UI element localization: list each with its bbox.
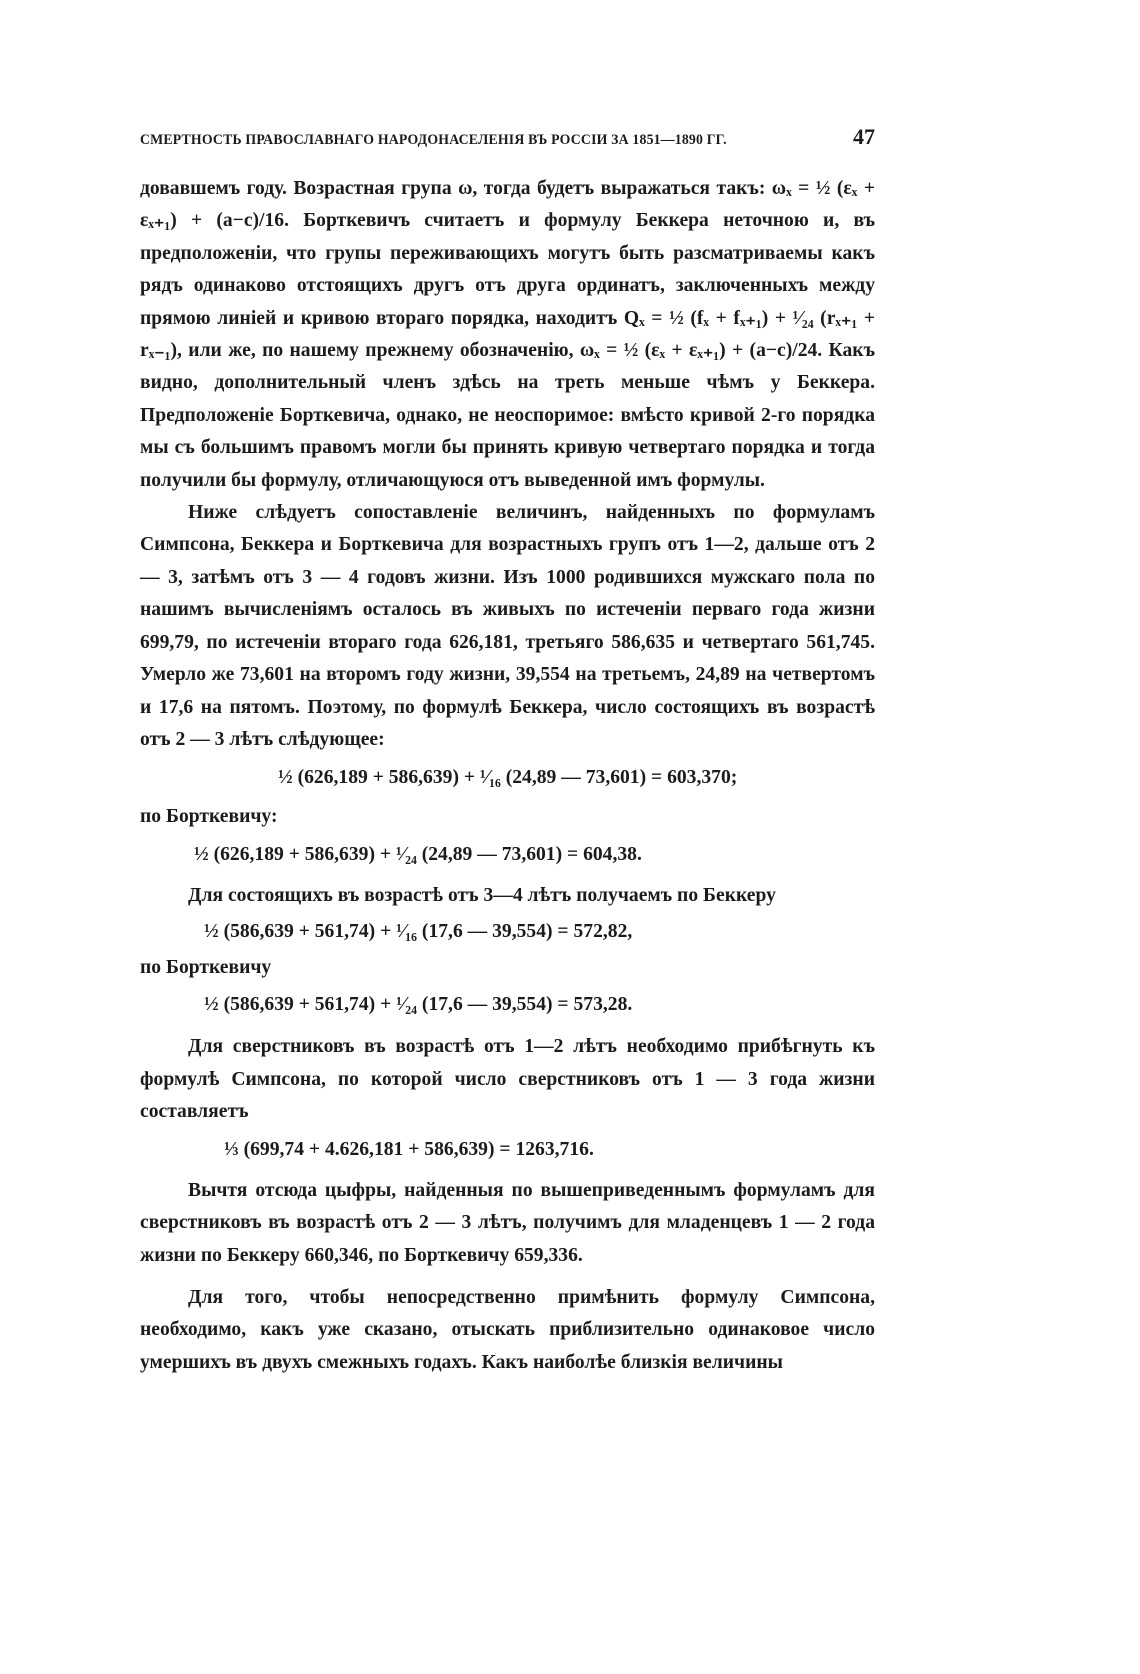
page-body xyxy=(140,173,875,1379)
formula-simpson: ⅓ (699,74 + 4.626,181 + 586,639) = 1263,716. xyxy=(224,1139,594,1161)
paragraph-1: довавшемъ году. Возрастная група ω, тогда будетъ выражаться такъ: ωₓ = ½ (εₓ + εₓ₊₁) + (a−c)/16. Борткевичъ считаетъ и формулу Беккера неточною и, въ предположеніи, что групы переживающихъ могутъ быть разсматриваемы какъ рядъ одинаково отстоящихъ другъ отъ друга ординатъ, заключенныхъ между прямою линіей и кривою втораго порядка, находитъ Qₓ = ½ (fₓ + fₓ₊₁) + ¹⁄₂₄ (rₓ₊₁ + rₓ₋₁), или же, по нашему прежнему обозначенію, ωₓ = ½ (εₓ + εₓ₊₁) + (a−c)/24. Какъ видно, дополнительный членъ здѣсь на треть меньше чѣмъ у Беккера. Предположеніе Борткевича, однако, не неоспоримое: вмѣсто кривой 2-го порядка мы съ большимъ правомъ могли бы принять кривую четвертаго порядка и тогда получили бы формулу, отличающуюся отъ выведенной имъ формулы. xyxy=(140,178,875,491)
formula-becker-2-3: ½ (626,189 + 586,639) + ¹⁄₁₆ (24,89 — 73,601) = 603,370; xyxy=(278,767,738,789)
running-header xyxy=(140,124,875,158)
paragraph-4: Для сверстниковъ въ возрастѣ отъ 1—2 лѣтъ необходимо прибѣгнуть къ формулѣ Симпсона, по которой число сверстниковъ отъ 1 — 3 года жизни составляетъ xyxy=(140,1036,875,1122)
paragraph-3: Для состоящихъ въ возрастѣ отъ 3—4 лѣтъ получаемъ по Беккеру xyxy=(188,884,776,906)
page-number: 47 xyxy=(853,124,875,149)
paragraph-2: Ниже слѣдуетъ сопоставленіе величинъ, найденныхъ по формуламъ Симпсона, Беккера и Борткевича для возрастныхъ групъ отъ 1—2, дальше отъ 2 — 3, затѣмъ отъ 3 — 4 годовъ жизни. Изъ 1000 родившихся мужскаго пола по нашимъ вычисленіямъ осталось въ живыхъ по истеченіи перваго года жизни 699,79, по истеченіи втораго года 626,181, третьяго 586,635 и четвертаго 561,745. Умерло же 73,601 на второмъ году жизни, 39,554 на третьемъ, 24,89 на четвертомъ и 17,6 на пятомъ. Поэтому, по формулѣ Беккера, число состоящихъ въ возрастѣ отъ 2 — 3 лѣтъ слѣдующее: xyxy=(140,502,875,750)
paragraph-5: Вычтя отсюда цыфры, найденныя по вышеприведеннымъ формуламъ для сверстниковъ въ возрастѣ отъ 2 — 3 лѣтъ, получимъ для младенцевъ 1 — 2 года жизни по Беккеру 660,346, по Борткевичу 659,336. xyxy=(140,1179,875,1266)
running-title: СМЕРТНОСТЬ ПРАВОСЛАВНАГО НАРОДОНАСЕЛЕНІЯ ВЪ РОССІИ ЗА 1851—1890 ГГ. xyxy=(140,132,727,148)
paragraph-6: Для того, чтобы непосредственно примѣнить формулу Симпсона, необходимо, какъ уже сказано, отыскать приблизительно одинаковое число умершихъ въ двухъ смежныхъ годахъ. Какъ наиболѣе близкія величины xyxy=(140,1287,875,1373)
formula-bortkevich-2-3: ½ (626,189 + 586,639) + ¹⁄₂₄ (24,89 — 73,601) = 604,38. xyxy=(194,844,642,866)
formula-bortkevich-3-4: ½ (586,639 + 561,74) + ¹⁄₂₄ (17,6 — 39,554) = 573,28. xyxy=(204,993,633,1015)
label-bortkevich-2: по Борткевичу xyxy=(140,957,272,979)
label-bortkevich-1: по Борткевичу: xyxy=(140,805,278,827)
formula-becker-3-4: ½ (586,639 + 561,74) + ¹⁄₁₆ (17,6 — 39,554) = 572,82, xyxy=(204,920,633,942)
